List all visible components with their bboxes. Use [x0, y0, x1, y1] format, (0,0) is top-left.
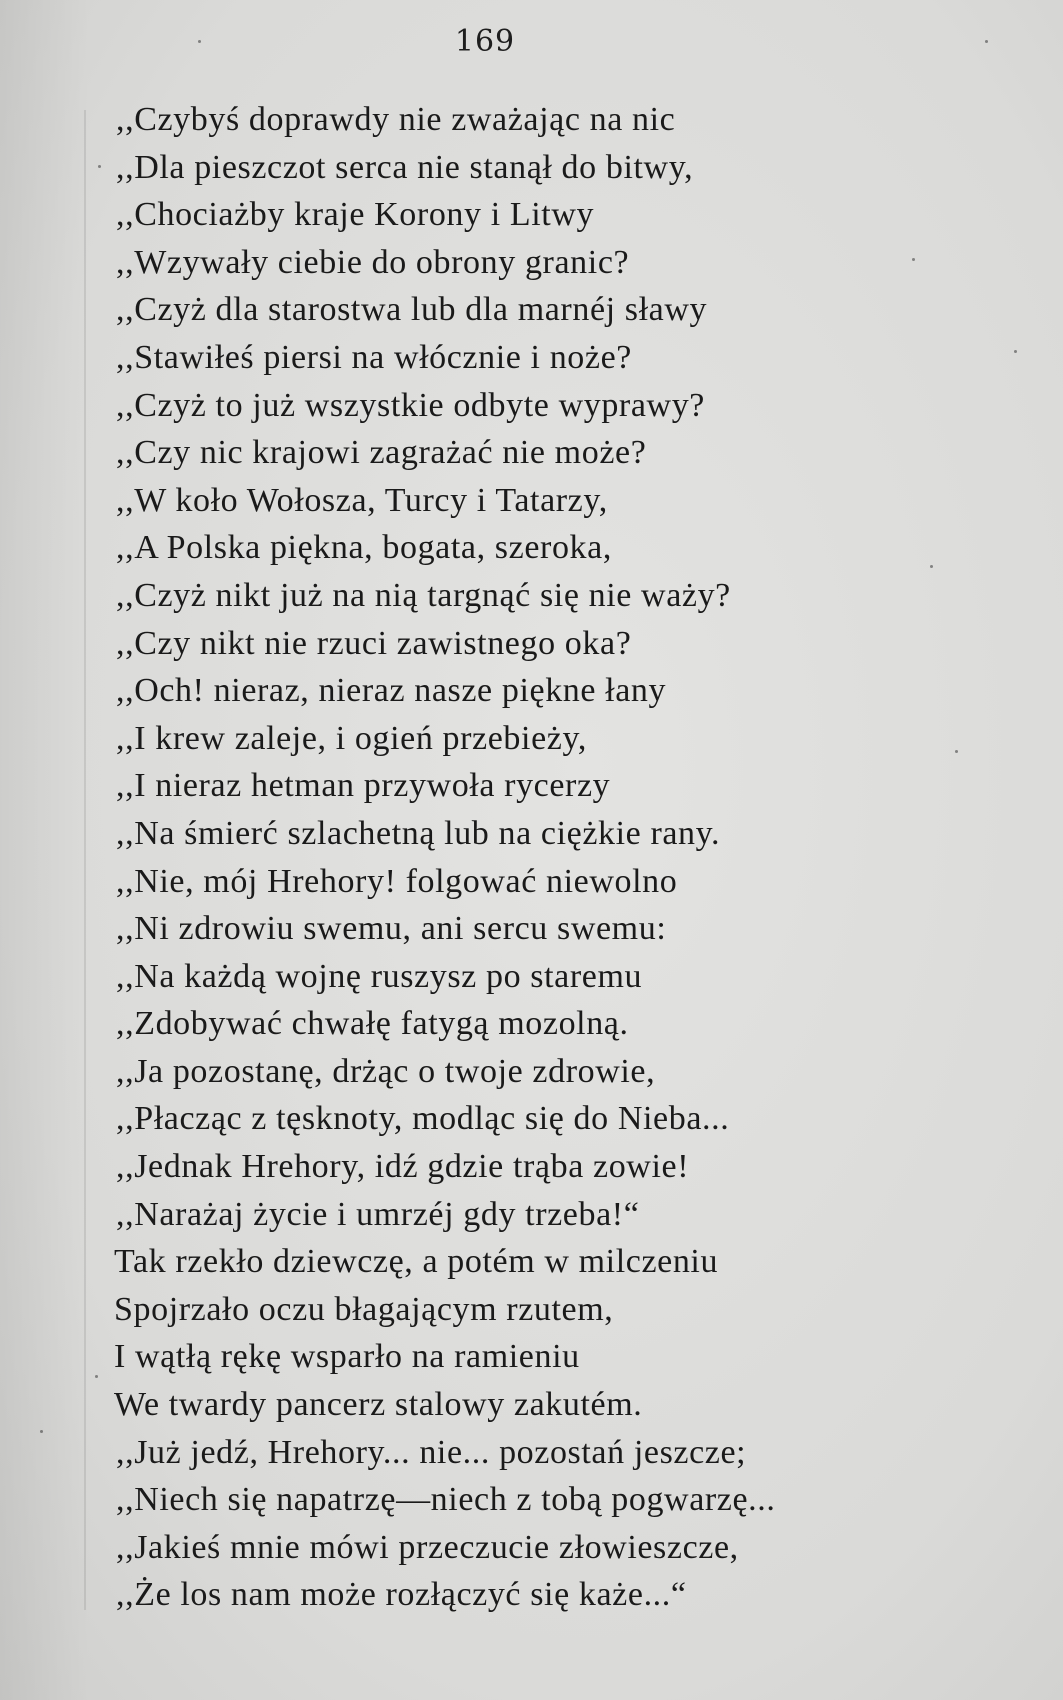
- verse-line: ,,Czy nic krajowi zagrażać nie może?: [116, 434, 647, 472]
- paper-speck: [930, 565, 933, 568]
- verse-line: ,,Wzywały ciebie do obrony granic?: [116, 243, 630, 281]
- gutter-shadow: [0, 0, 90, 1700]
- verse-line: ,,Niech się napatrzę—niech z tobą pogwarzę...: [116, 1481, 776, 1519]
- paper-speck: [98, 165, 101, 168]
- verse-line: ,,Stawiłeś piersi na włócznie i noże?: [116, 338, 632, 376]
- verse-line: ,,Chociażby kraje Korony i Litwy: [116, 196, 595, 234]
- paper-speck: [40, 1430, 43, 1433]
- verse-line: ,,Że los nam może rozłączyć się każe...“: [116, 1576, 687, 1614]
- margin-rule: [84, 110, 86, 1610]
- paper-speck: [198, 40, 201, 43]
- paper-speck: [955, 750, 958, 753]
- verse-line: Spojrzało oczu błagającym rzutem,: [114, 1290, 614, 1328]
- verse-line: ,,A Polska piękna, bogata, szeroka,: [116, 529, 612, 567]
- verse-line: ,,Jakieś mnie mówi przeczucie złowieszcze,: [116, 1528, 739, 1566]
- paper-speck: [1014, 350, 1017, 353]
- page-number: 169: [454, 24, 516, 59]
- verse-line: Tak rzekło dziewczę, a potém w milczeniu: [114, 1243, 719, 1281]
- verse-line: I wątłą rękę wsparło na ramieniu: [114, 1338, 580, 1376]
- verse-line: ,,Ni zdrowiu swemu, ani sercu swemu:: [116, 910, 667, 948]
- verse-line: ,,Nie, mój Hrehory! folgować niewolno: [116, 862, 678, 900]
- verse-line: ,,Czy nikt nie rzuci zawistnego oka?: [116, 624, 632, 662]
- paper-speck: [985, 40, 988, 43]
- poem-text: [116, 96, 1016, 1619]
- verse-line: ,,Już jedź, Hrehory... nie... pozostań jeszcze;: [116, 1433, 747, 1471]
- verse-line: ,,Czyż dla starostwa lub dla marnéj sławy: [116, 291, 708, 329]
- verse-line: ,,Czyż nikt już na nią targnąć się nie waży?: [116, 576, 731, 614]
- verse-line: ,,I krew zaleje, i ogień przebieży,: [116, 719, 587, 757]
- verse-line: ,,Czybyś doprawdy nie zważając na nic: [116, 101, 676, 138]
- verse-line: ,,I nieraz hetman przywoła rycerzy: [116, 767, 611, 805]
- verse-line: ,,Och! nieraz, nieraz nasze piękne łany: [116, 672, 667, 710]
- verse-line: ,,Narażaj życie i umrzéj gdy trzeba!“: [116, 1195, 640, 1233]
- verse-line: ,,Ja pozostanę, drżąc o twoje zdrowie,: [116, 1052, 656, 1090]
- verse-line: ,,Zdobywać chwałę fatygą mozolną.: [116, 1005, 629, 1043]
- verse-line: ,,Jednak Hrehory, idź gdzie trąba zowie!: [116, 1148, 690, 1186]
- verse-line: ,,Czyż to już wszystkie odbyte wyprawy?: [116, 386, 705, 424]
- verse-line: ,,W koło Wołosza, Turcy i Tatarzy,: [116, 481, 608, 519]
- paper-speck: [912, 258, 915, 261]
- verse-line: We twardy pancerz stalowy zakutém.: [114, 1386, 643, 1424]
- verse-line: ,,Płacząc z tęsknoty, modląc się do Nieba...: [116, 1100, 730, 1138]
- verse-line: ,,Na każdą wojnę ruszysz po staremu: [116, 957, 643, 995]
- paper-speck: [95, 1375, 98, 1378]
- verse-line: ,,Dla pieszczot serca nie stanął do bitwy,: [116, 148, 694, 186]
- verse-line: ,,Na śmierć szlachetną lub na ciężkie rany.: [116, 814, 721, 852]
